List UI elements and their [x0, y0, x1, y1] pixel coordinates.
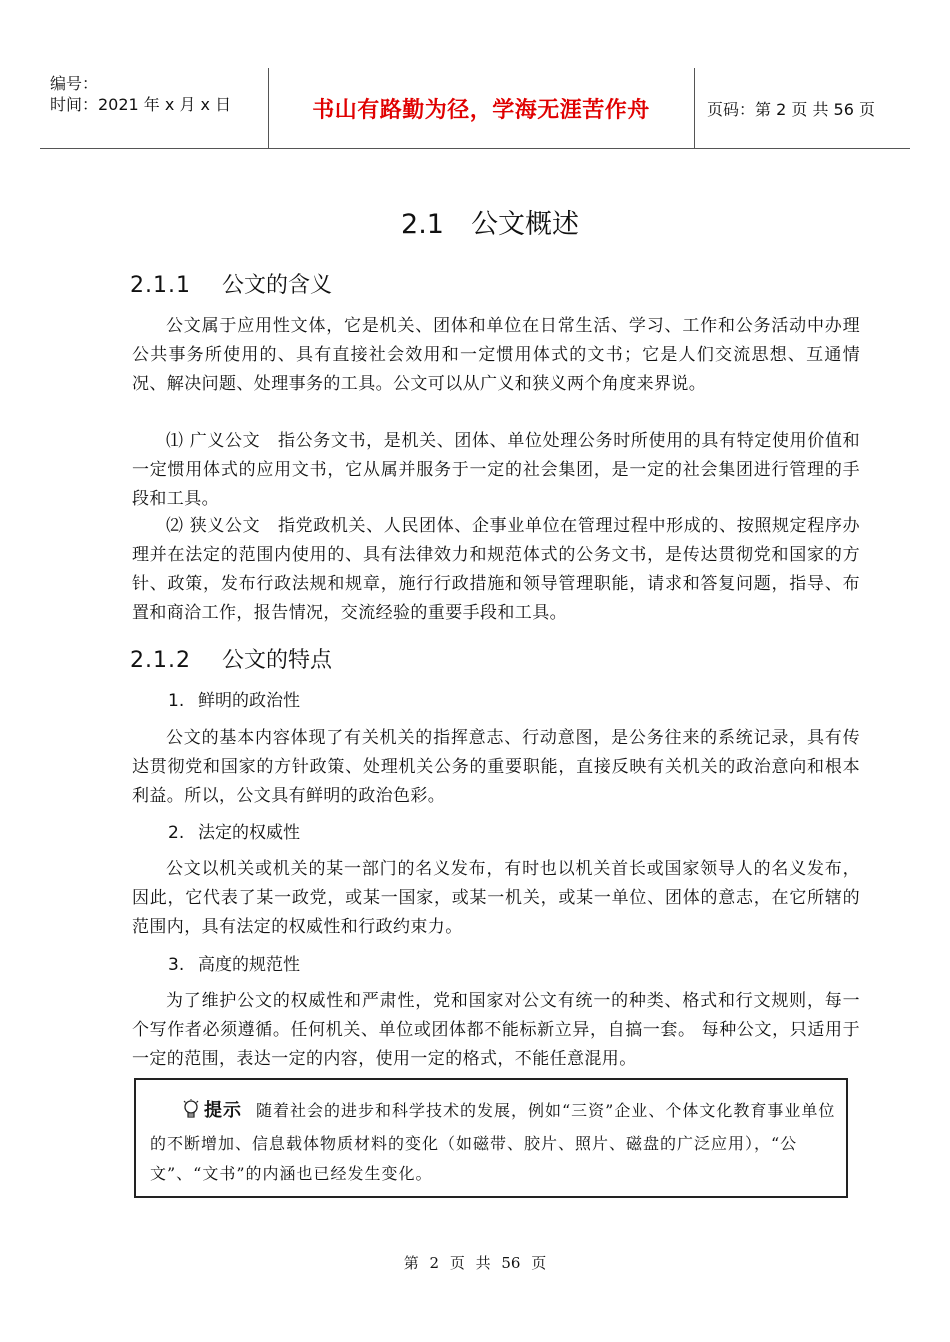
term-lead: ⑴ 广义公文	[166, 431, 261, 451]
subsection-heading	[130, 268, 332, 299]
subsection-title: 公文的含义	[222, 273, 333, 298]
feature-number: 3.	[168, 955, 185, 975]
lightbulb-icon	[182, 1099, 200, 1129]
page-footer: 第 2 页 共 56 页	[403, 1254, 547, 1272]
feature-number: 1.	[168, 691, 185, 711]
feature-title: 鲜明的政治性	[198, 691, 300, 711]
paragraph: 为了维护公文的权威性和严肃性，党和国家对公文有统一的种类、格式和行文规则，每一个写作者必须遵循。任何机关、单位或团体都不能标新立异，自搞一套。 每种公文，只适用于一定的范围，表达一定的内容，使用一定的格式，不能任意混用。	[132, 991, 860, 1069]
term-text: 指公务文书，是机关、团体、单位处理公务时所使用的具有特定使用价值和一定惯用体式的应用文书，它从属并服务于一定的社会集团，是一定的社会集团进行管理的手段和工具。	[132, 431, 860, 509]
paragraph: 公文的基本内容体现了有关机关的指挥意志、行动意图，是公务往来的系统记录，具有传达贯彻党和国家的方针政策、处理机关公务的重要职能，直接反映有关机关的政治意向和根本利益。所以，公文具有鲜明的政治色彩。	[132, 728, 860, 806]
subsection-title: 公文的特点	[222, 648, 333, 673]
feature-title: 法定的权威性	[198, 823, 300, 843]
feature-heading	[168, 686, 300, 711]
feature-number: 2.	[168, 823, 185, 843]
tip-text: 随着社会的进步和科学技术的发展，例如“三资”企业、个体文化教育事业单位的不断增加、信息载体物质材料的变化（如磁带、胶片、照片、磁盘的广泛应用），“公文”、“文书”的内涵也已经发生变化。	[150, 1101, 836, 1183]
header-meta	[40, 68, 268, 148]
header-motto: 书山有路勤为径，学海无涯苦作舟	[312, 97, 650, 123]
paragraph: 公文以机关或机关的某一部门的名义发布，有时也以机关首长或国家领导人的名义发布，因此，它代表了某一政党，或某一国家，或某一机关，或某一单位、团体的意志，在它所辖的范围内，具有法定的权威性和行政约束力。	[132, 859, 860, 937]
paragraph	[132, 512, 860, 628]
term-text: 指党政机关、人民团体、企事业单位在管理过程中形成的、按照规定程序办理并在法定的范围内使用的、具有法律效力和规范体式的公务文书，是传达贯彻党和国家的方针、政策，发布行政法规和规章，施行行政措施和领导管理职能，请求和答复问题，指导、布置和商洽工作，报告情况，交流经验的重要手段和工具。	[132, 516, 860, 623]
feature-heading	[168, 818, 300, 843]
section-title: 2.1 公文概述	[401, 209, 579, 240]
subsection-heading	[130, 643, 332, 674]
tip-box	[134, 1078, 848, 1198]
serial-label: 编号：	[50, 74, 99, 93]
page-header	[40, 68, 910, 149]
time-label: 时间：2021 年 x 月 x 日	[50, 95, 232, 114]
tip-content	[150, 1096, 840, 1189]
paragraph	[132, 427, 860, 514]
header-page-label: 页码：第 2 页 共 56 页	[707, 99, 875, 119]
tip-label: 提示	[204, 1100, 242, 1121]
term-lead: ⑵ 狭义公文	[166, 516, 261, 536]
feature-title: 高度的规范性	[198, 955, 300, 975]
subsection-number: 2.1.2	[130, 648, 191, 673]
paragraph: 公文属于应用性文体，它是机关、团体和单位在日常生活、学习、工作和公务活动中办理公共事务所使用的、具有直接社会效用和一定惯用体式的文书；它是人们交流思想、互通情况、解决问题、处理事务的工具。公文可以从广义和狭义两个角度来界说。	[132, 316, 860, 394]
feature-heading	[168, 950, 300, 975]
subsection-number: 2.1.1	[130, 273, 191, 298]
